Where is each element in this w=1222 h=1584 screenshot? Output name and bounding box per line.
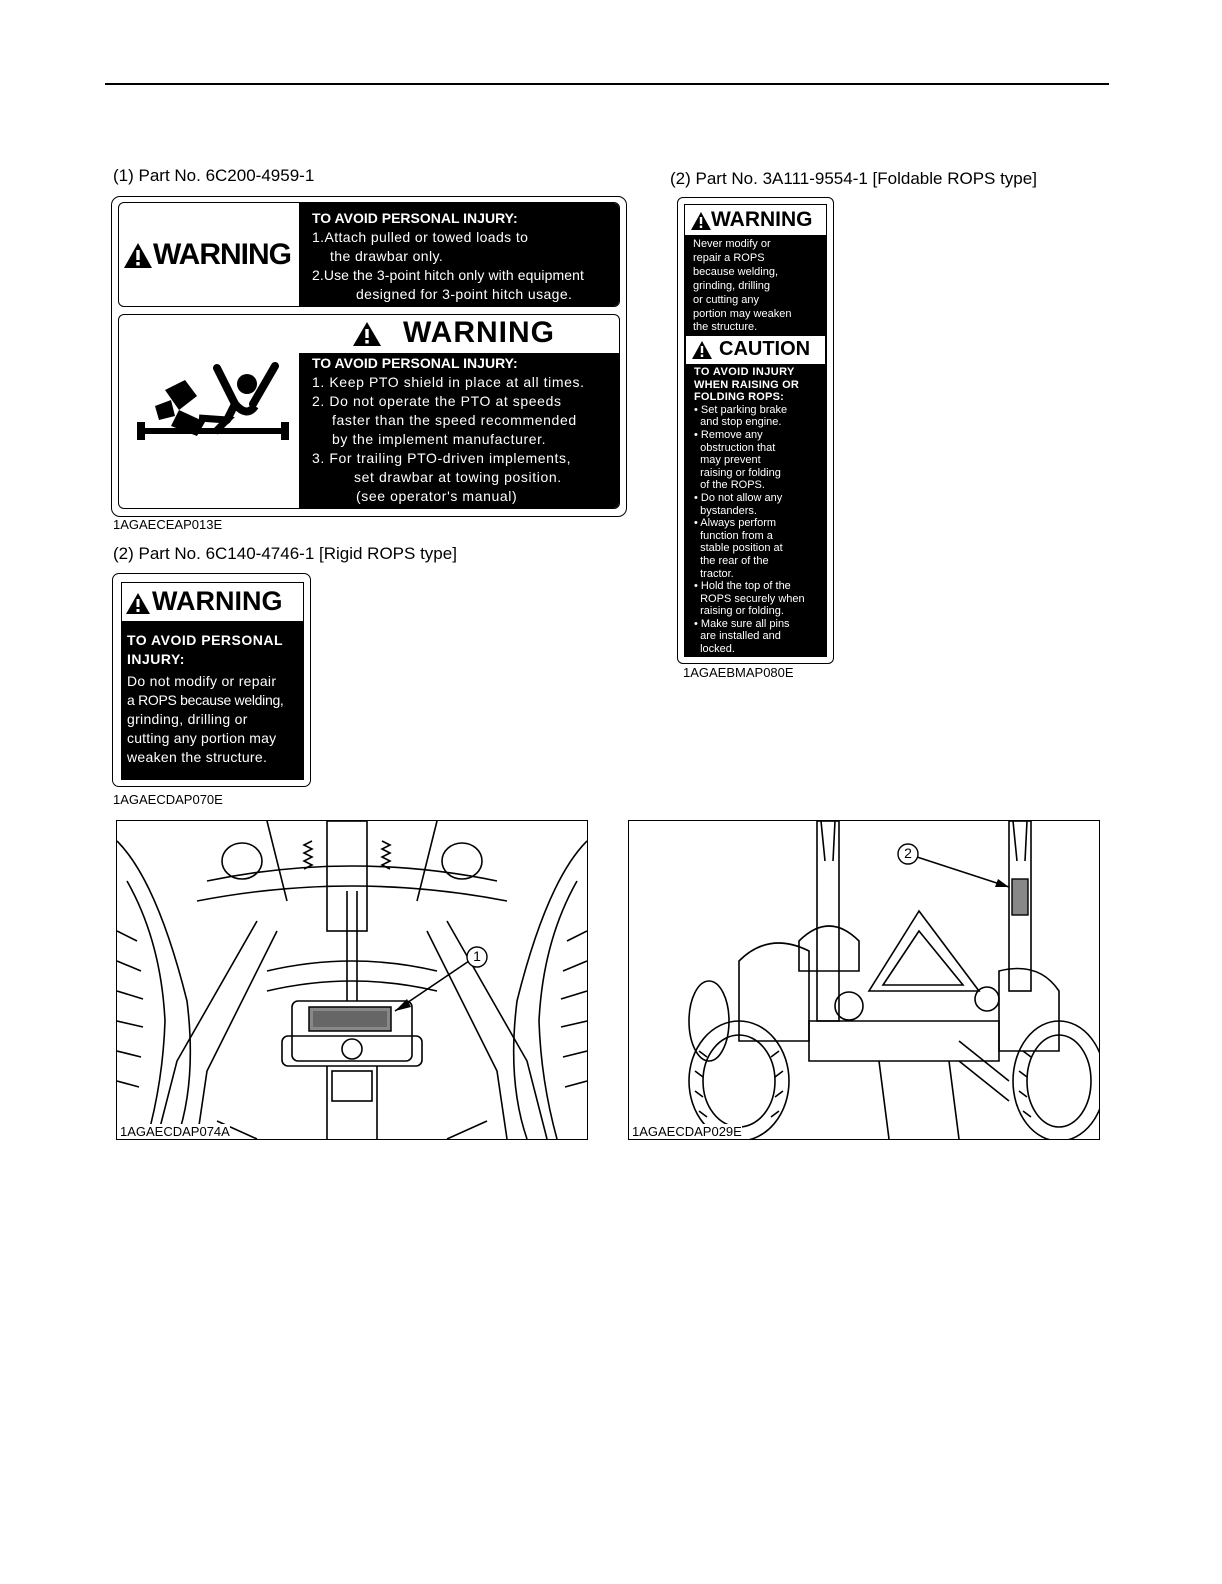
decal1-bottom-panel bbox=[118, 314, 620, 509]
decal3-caution-line: bystanders. bbox=[694, 504, 757, 517]
decal3-caution-line: • Do not allow any bbox=[694, 491, 783, 504]
decal1-bottom-line: by the implement manufacturer. bbox=[332, 431, 547, 447]
decal2-line: a ROPS because welding, bbox=[127, 692, 284, 708]
decal3-caution-line: stable position at bbox=[694, 542, 783, 555]
caption-part-2-foldable: (2) Part No. 3A111-9554-1 [Foldable ROPS type] bbox=[670, 169, 1037, 188]
decal3-code: 1AGAEBMAP080E bbox=[683, 665, 794, 680]
decal1-top-warning-label bbox=[123, 239, 299, 275]
decal1-bottom-text-block bbox=[299, 353, 620, 509]
decal3-caution-line: • Set parking brake bbox=[694, 403, 788, 416]
decal3-caution-line: and stop engine. bbox=[694, 416, 782, 429]
decal2-line: grinding, drilling or bbox=[127, 711, 248, 727]
decal1-bottom-warning-label bbox=[299, 315, 620, 353]
decal3-caution-line: • Remove any bbox=[694, 428, 763, 441]
decal3-warning-line: because welding, bbox=[693, 265, 779, 278]
foldable-rops-illustration bbox=[629, 821, 1099, 1139]
decal1-top-heading: TO AVOID PERSONAL INJURY: bbox=[312, 210, 518, 226]
decal1-bottom-word: WARNING bbox=[403, 316, 555, 349]
decal-3a111-9554-1 bbox=[677, 197, 834, 664]
decal3-caution-line: locked. bbox=[694, 643, 735, 656]
decal3-warning-line: the structure. bbox=[693, 321, 758, 334]
decal3-warning-word: WARNING bbox=[711, 208, 813, 231]
decal3-warning-line: Never modify or bbox=[693, 238, 771, 250]
decal-6c140-4746-1 bbox=[112, 573, 311, 787]
warning-triangle-icon bbox=[352, 321, 382, 347]
decal3-caution-word: CAUTION bbox=[719, 338, 811, 360]
decal1-top-text-block bbox=[299, 203, 620, 307]
decal3-warning-line: repair a ROPS bbox=[693, 251, 765, 264]
decal3-caution-line: are installed and bbox=[694, 630, 781, 643]
decal1-bottom-line: 2. Do not operate the PTO at speeds bbox=[312, 393, 562, 409]
decal2-code: 1AGAECDAP070E bbox=[113, 792, 223, 807]
decal3-caution-line: the rear of the bbox=[694, 554, 769, 567]
decal1-bottom-line: set drawbar at towing position. bbox=[354, 469, 562, 485]
figure-rear-hitch bbox=[116, 820, 588, 1140]
decal3-caution-line: • Hold the top of the bbox=[694, 580, 791, 593]
warning-triangle-icon bbox=[123, 242, 153, 269]
decal2-line: weaken the structure. bbox=[127, 749, 268, 765]
decal3-warning-line: or cutting any bbox=[693, 293, 760, 306]
decal2-text-block bbox=[122, 621, 303, 779]
decal1-bottom-line: faster than the speed recommended bbox=[332, 412, 577, 428]
decal3-caution-heading: FOLDING ROPS: bbox=[694, 391, 784, 404]
decal3-warning-line: portion may weaken bbox=[693, 307, 792, 320]
decal3-caution-line: of the ROPS. bbox=[694, 479, 765, 492]
decal3-caution-label bbox=[686, 336, 825, 364]
decal1-top-panel bbox=[118, 202, 620, 307]
decal1-top-line: the drawbar only. bbox=[330, 248, 444, 264]
decal3-warning-line: grinding, drilling bbox=[693, 279, 771, 292]
decal3-caution-line: raising or folding bbox=[694, 466, 781, 479]
decal2-line: Do not modify or repair bbox=[127, 673, 277, 689]
decal3-caution-heading: TO AVOID INJURY bbox=[694, 366, 795, 378]
decal1-bottom-heading: TO AVOID PERSONAL INJURY: bbox=[312, 355, 518, 371]
decal1-bottom-line: 1. Keep PTO shield in place at all times. bbox=[312, 374, 585, 390]
decal1-bottom-line: (see operator's manual) bbox=[356, 488, 518, 504]
figure-foldable-rops bbox=[628, 820, 1100, 1140]
decal3-caution-line: • Make sure all pins bbox=[694, 617, 790, 630]
decal3-caution-line: obstruction that bbox=[694, 441, 776, 454]
caption-part-1: (1) Part No. 6C200-4959-1 bbox=[113, 166, 315, 185]
figure-left-code: 1AGAECDAP074A bbox=[120, 1124, 230, 1139]
decal3-warning-label bbox=[685, 205, 826, 235]
figure-right-code: 1AGAECDAP029E bbox=[632, 1124, 742, 1139]
decal3-caution-text bbox=[685, 365, 826, 657]
decal2-line: cutting any portion may bbox=[127, 730, 277, 746]
decal1-top-line: 1.Attach pulled or towed loads to bbox=[312, 229, 529, 245]
decal2-warning-label bbox=[122, 583, 304, 621]
decal2-heading-line: TO AVOID PERSONAL bbox=[127, 632, 284, 648]
decal1-bottom-line: 3. For trailing PTO-driven implements, bbox=[312, 450, 572, 466]
decal2-heading-line: INJURY: bbox=[127, 651, 185, 667]
decal-6c200-4959-1 bbox=[111, 196, 627, 517]
warning-triangle-icon bbox=[690, 211, 712, 231]
warning-triangle-icon bbox=[125, 592, 151, 615]
rear-hitch-illustration bbox=[117, 821, 587, 1139]
decal3-caution-line: may prevent bbox=[694, 454, 761, 467]
decal3-caution-line: ROPS securely when bbox=[694, 592, 805, 605]
decal3-inner bbox=[684, 204, 827, 657]
header-rule bbox=[105, 83, 1109, 85]
pto-entanglement-icon bbox=[135, 360, 295, 450]
decal3-caution-line: • Always perform bbox=[694, 517, 777, 530]
decal2-inner bbox=[121, 582, 304, 780]
decal3-caution-line: tractor. bbox=[694, 567, 734, 580]
decal1-top-word: WARNING bbox=[153, 238, 291, 271]
decal1-code: 1AGAECEAP013E bbox=[113, 517, 223, 532]
figure-left-callout: 1 bbox=[473, 948, 481, 964]
caption-part-2-rigid: (2) Part No. 6C140-4746-1 [Rigid ROPS type] bbox=[113, 544, 457, 563]
decal1-top-line: designed for 3-point hitch usage. bbox=[356, 286, 573, 302]
decal3-caution-line: function from a bbox=[694, 529, 773, 542]
decal3-warning-text bbox=[685, 235, 826, 335]
figure-right-callout: 2 bbox=[904, 845, 912, 861]
caution-triangle-icon bbox=[691, 340, 713, 360]
decal1-top-line: 2.Use the 3-point hitch only with equipment bbox=[312, 267, 585, 283]
decal3-caution-line: raising or folding. bbox=[694, 605, 784, 618]
decal3-caution-heading: WHEN RAISING OR bbox=[694, 378, 800, 391]
decal2-word: WARNING bbox=[152, 586, 283, 616]
